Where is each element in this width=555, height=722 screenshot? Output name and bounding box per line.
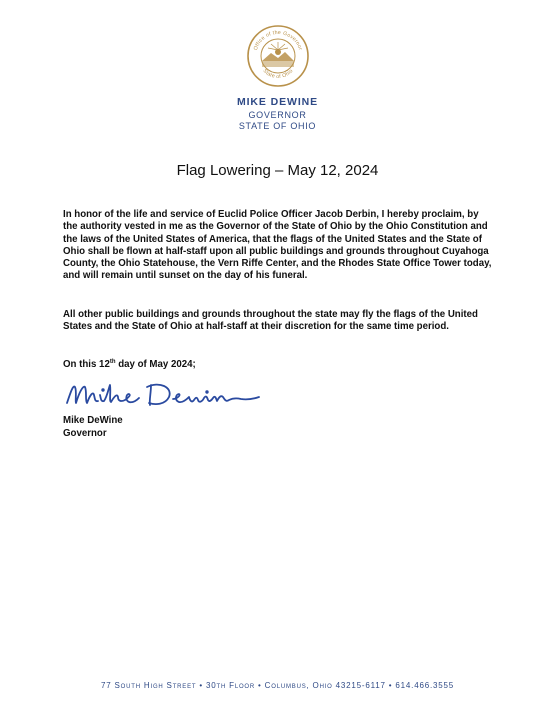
seal-top-text: Office of the Governor <box>252 29 304 52</box>
proclamation-paragraph-1: In honor of the life and service of Euclid Police Officer Jacob Derbin, I hereby proclaim, by the authority vested in me as the Governor of the State of Ohio by the Ohio Constitution and the laws of the United States of America, that the flags of the United States and the State of Ohio shall be flown at half-staff upon all public buildings and grounds throughout Cuyahoga County, the Ohio Statehouse, the Vern Riffe Center, and the Rhodes State Office Tower today, and will remain until sunset on the day of his funeral. <box>63 209 492 282</box>
dated-line <box>63 359 493 371</box>
letterhead-state: STATE OF OHIO <box>238 121 317 131</box>
signer-title: Governor <box>63 428 107 439</box>
dated-suffix: day of May 2024; <box>115 359 196 370</box>
svg-text:State of Ohio <box>262 68 295 80</box>
letterhead-title: GOVERNOR <box>248 110 307 120</box>
dated-prefix: On this 12 <box>63 359 110 370</box>
document-title: Flag Lowering – May 12, 2024 <box>176 162 379 179</box>
seal-graphic <box>247 25 309 87</box>
dated-ordinal: th <box>109 358 116 365</box>
proclamation-paragraph-2: All other public buildings and grounds throughout the state may fly the flags of the United States and the State of Ohio at half-staff at their discretion for the same time period. <box>63 309 478 333</box>
seal-bottom-text: State of Ohio <box>261 68 295 81</box>
footer-address: 77 South High Street • 30th Floor • Columbus, Ohio 43215-6117 • 614.466.3555 <box>101 681 454 690</box>
handwritten-signature <box>63 373 263 415</box>
signer-name: Mike DeWine <box>63 415 123 426</box>
governor-seal <box>247 25 309 87</box>
letterhead-name: MIKE DEWINE <box>236 96 319 108</box>
